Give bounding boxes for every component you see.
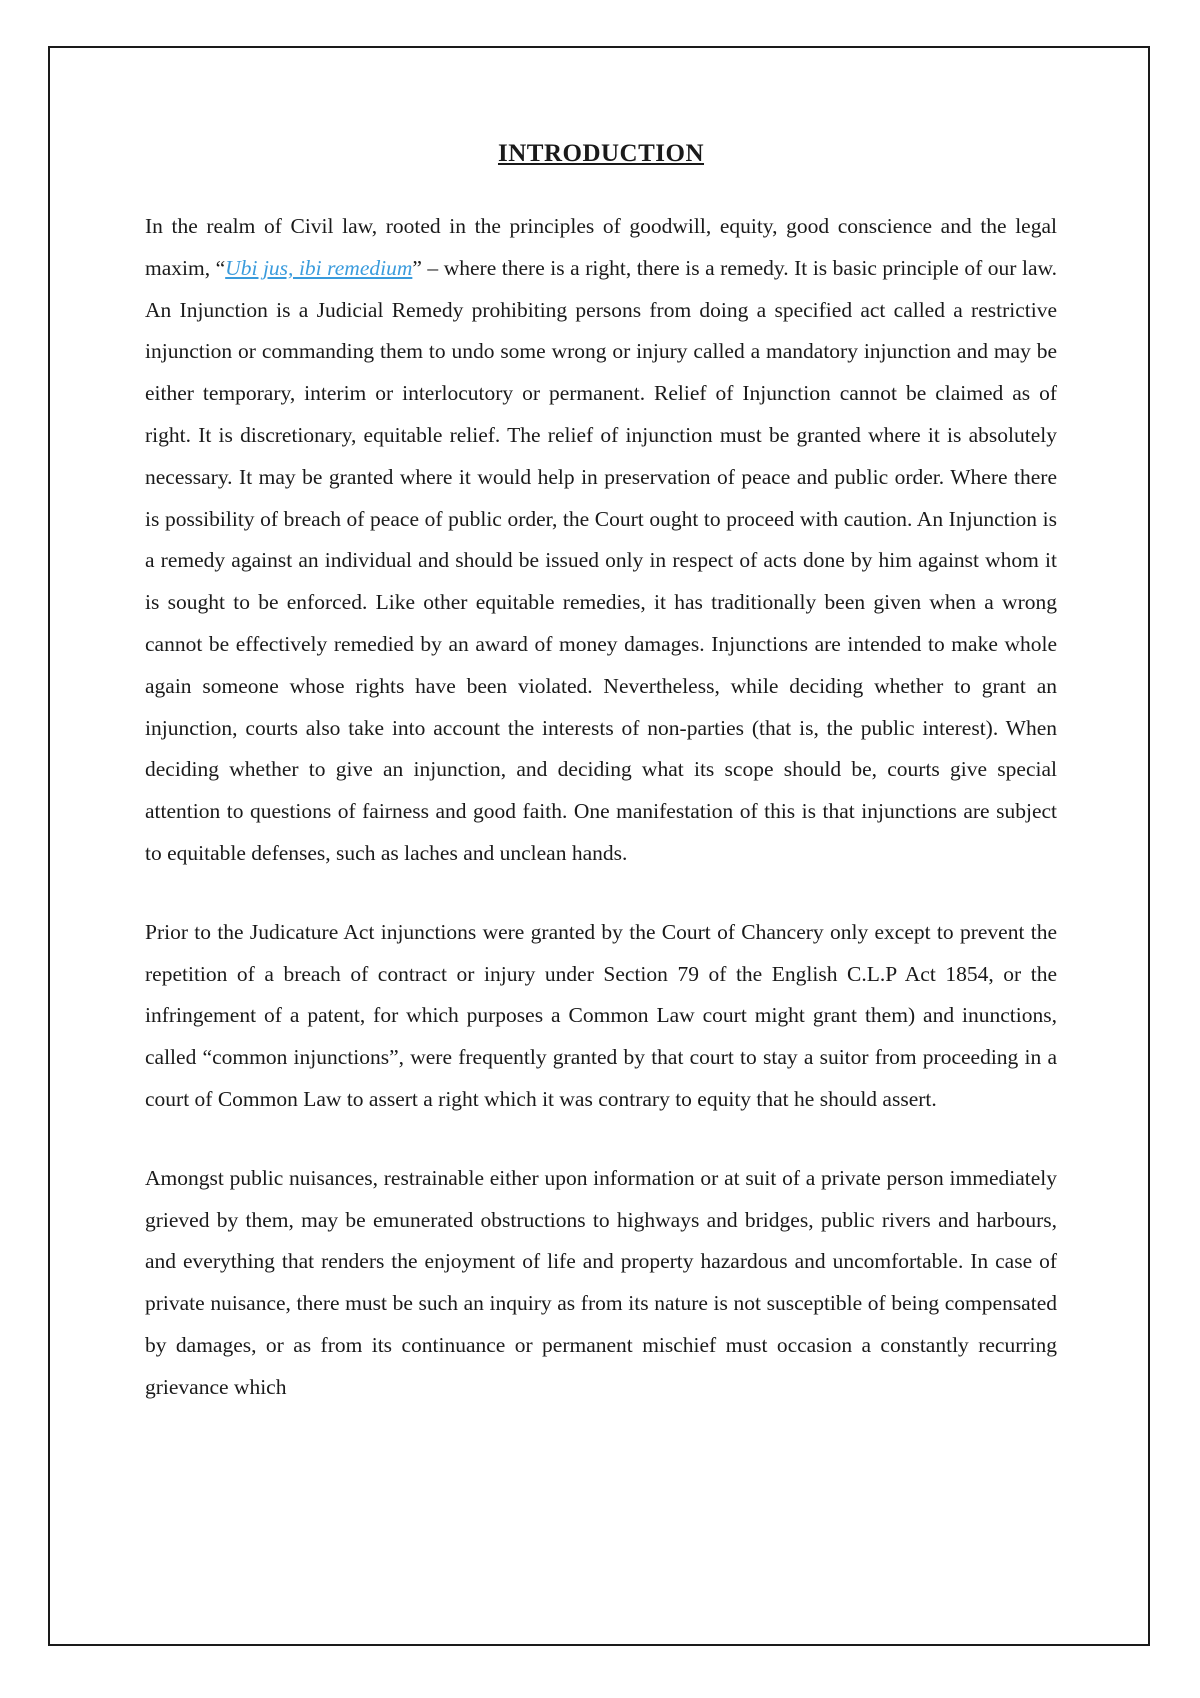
paragraph-introduction <box>145 206 1057 875</box>
document-body <box>145 140 1057 1446</box>
paragraph-1-body: ” – where there is a right, there is a remedy. It is basic principle of our law. An Injunction is a Judicial Remedy prohibiting persons from doing a specified act called a restrictive injunction or commanding them to undo some wrong or injury called a mandatory injunction and may be either temporary, interim or interlocutory or permanent. Relief of Injunction cannot be claimed as of right. It is discretionary, equitable relief. The relief of injunction must be granted where it is absolutely necessary. It may be granted where it would help in preservation of peace and public order. Where there is possibility of breach of peace of public order, the Court ought to proceed with caution. An Injunction is a remedy against an individual and should be issued only in respect of acts done by him against whom it is sought to be enforced. Like other equitable remedies, it has traditionally been given when a wrong cannot be effectively remedied by an award of money damages. Injunctions are intended to make whole again someone whose rights have been violated. Nevertheless, while deciding whether to grant an injunction, courts also take into account the interests of non-parties (that is, the public interest). When deciding whether to give an injunction, and deciding what its scope should be, courts give special attention to questions of fairness and good faith. One manifestation of this is that injunctions are subject to equitable defenses, such as laches and unclean hands. <box>145 255 1057 865</box>
paragraph-judicature-act: Prior to the Judicature Act injunctions were granted by the Court of Chancery only except to prevent the repetition of a breach of contract or injury under Section 79 of the English C.L.P Act 1854, or the infringement of a patent, for which purposes a Common Law court might grant them) and inunctions, called “common injunctions”, were frequently granted by that court to stay a suitor from proceeding in a court of Common Law to assert a right which it was contrary to equity that he should assert. <box>145 919 1057 1111</box>
paragraph-public-nuisances: Amongst public nuisances, restrainable either upon information or at suit of a private person immediately grieved by them, may be emunerated obstructions to highways and bridges, public rivers and harbours, and everything that renders the enjoyment of life and property hazardous and uncomfortable. In case of private nuisance, there must be such an inquiry as from its nature is not susceptible of being compensated by damages, or as from its continuance or permanent mischief must occasion a constantly recurring grievance which <box>145 1165 1057 1399</box>
legal-maxim-link[interactable]: Ubi jus, ibi remedium <box>225 255 413 280</box>
paragraph-1-lead: In the realm of Civil law, rooted in the principles of goodwill, equity, good conscience and the legal maxim, “ <box>145 214 1057 280</box>
document-title: INTRODUCTION <box>497 140 705 167</box>
